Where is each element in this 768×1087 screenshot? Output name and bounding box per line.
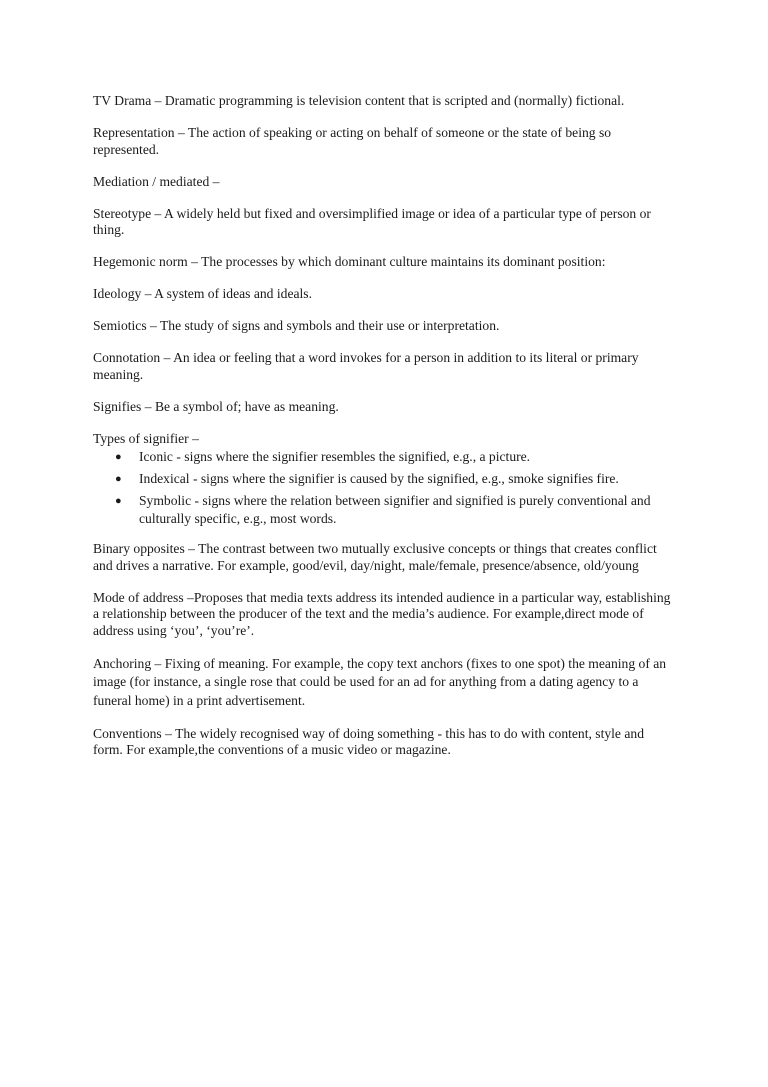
entry-term: Hegemonic norm xyxy=(93,254,188,269)
entry-definition: The study of signs and symbols and their use or interpretation. xyxy=(159,318,500,333)
glossary-entry-mediation xyxy=(93,174,677,191)
entry-separator: – xyxy=(151,93,165,108)
bullet-icon: ● xyxy=(115,451,122,463)
glossary-entry-representation xyxy=(93,125,677,158)
entry-separator: – xyxy=(151,205,164,221)
entry-term: Mode of address xyxy=(93,589,184,605)
glossary-entry-mode-of-address xyxy=(93,590,677,640)
bullet-icon: ● xyxy=(115,495,122,507)
entry-separator: – xyxy=(161,725,176,741)
entry-term: Representation xyxy=(93,125,175,140)
entry-definition: The processes by which dominant culture maintains its dominant position: xyxy=(201,254,606,269)
entry-term: Connotation xyxy=(93,350,161,365)
entry-term: Signifies xyxy=(93,398,142,414)
entry-definition: Be a symbol of; have as meaning. xyxy=(154,398,339,414)
entry-definition: An idea or feeling that a word invokes for a person in addition to its literal or primary meaning. xyxy=(93,350,639,382)
entry-definition: A widely held but fixed and oversimplified image or idea of a particular type of person or thing. xyxy=(93,205,651,237)
glossary-content xyxy=(93,93,677,774)
entry-term: Binary opposites xyxy=(93,541,185,556)
entry-separator: – xyxy=(141,286,155,301)
entry-definition: A system of ideas and ideals. xyxy=(154,286,312,301)
glossary-entry-hegemonic-norm xyxy=(93,254,677,271)
entry-term: Anchoring xyxy=(93,655,152,671)
entry-separator: – xyxy=(141,398,155,414)
entry-term: Stereotype xyxy=(93,205,152,221)
entry-term: TV Drama xyxy=(93,93,152,108)
entry-separator: – xyxy=(174,125,188,140)
list-item-iconic xyxy=(115,448,677,466)
entry-definition: Dramatic programming is television content that is scripted and (normally) fictional. xyxy=(164,93,625,108)
glossary-entry-stereotype xyxy=(93,206,677,239)
glossary-entry-ideology xyxy=(93,286,677,303)
signifier-types-list xyxy=(93,448,677,528)
glossary-entry-connotation xyxy=(93,350,677,383)
entry-separator: – xyxy=(160,350,174,365)
entry-definition: The widely recognised way of doing something - this has to do with content, style and form. For example,the conventions of a music video or magazine. xyxy=(93,725,644,757)
signifier-types-title: Types of signifier – xyxy=(93,430,199,446)
list-item-text: Indexical - signs where the signifier is caused by the signified, e.g., smoke signifies fire. xyxy=(139,471,619,486)
entry-separator: – xyxy=(209,173,223,189)
entry-term: Semiotics xyxy=(93,318,147,333)
list-item-text: Symbolic - signs where the relation between signifier and signified is purely conventional and culturally specific, e.g., most words. xyxy=(139,493,651,526)
entry-definition: The contrast between two mutually exclusive concepts or things that creates conflict and drives a narrative. For example, good/evil, day/night, male/female, presence/absence, old/young xyxy=(93,541,657,573)
entry-definition: The action of speaking or acting on behalf of someone or the state of being so represented. xyxy=(93,125,612,157)
entry-definition: Proposes that media texts address its intended audience in a particular way, establishing a relationship between the producer of the text and the media’s audience. For example,direct mode of address using ‘you’, ‘you’re’. xyxy=(93,589,671,638)
list-item-text: Iconic - signs where the signifier resembles the signified, e.g., a picture. xyxy=(139,449,531,464)
glossary-entry-tv-drama xyxy=(93,93,677,110)
glossary-entry-conventions xyxy=(93,726,677,759)
entry-separator: – xyxy=(187,254,202,269)
entry-definition: Fixing of meaning. For example, the copy text anchors (fixes to one spot) the meaning of an image (for instance, a single rose that could be used for an ad for anything from a dating agency to a funeral home) in a print advertisement. xyxy=(93,655,667,708)
entry-separator: – xyxy=(184,541,199,556)
entry-separator: – xyxy=(146,318,160,333)
entry-separator: – xyxy=(151,655,165,671)
list-item-indexical xyxy=(115,470,677,488)
bullet-icon: ● xyxy=(115,473,122,485)
list-item-symbolic xyxy=(115,492,677,528)
glossary-entry-anchoring xyxy=(93,655,677,711)
entry-separator: – xyxy=(183,589,194,605)
glossary-entry-semiotics xyxy=(93,318,677,335)
glossary-entry-binary-opposites xyxy=(93,541,677,574)
entry-term: Conventions xyxy=(93,725,162,741)
entry-term: Ideology xyxy=(93,286,142,301)
signifier-types-section xyxy=(93,431,677,529)
glossary-entry-signifies xyxy=(93,399,677,416)
entry-term: Mediation / mediated xyxy=(93,173,210,189)
